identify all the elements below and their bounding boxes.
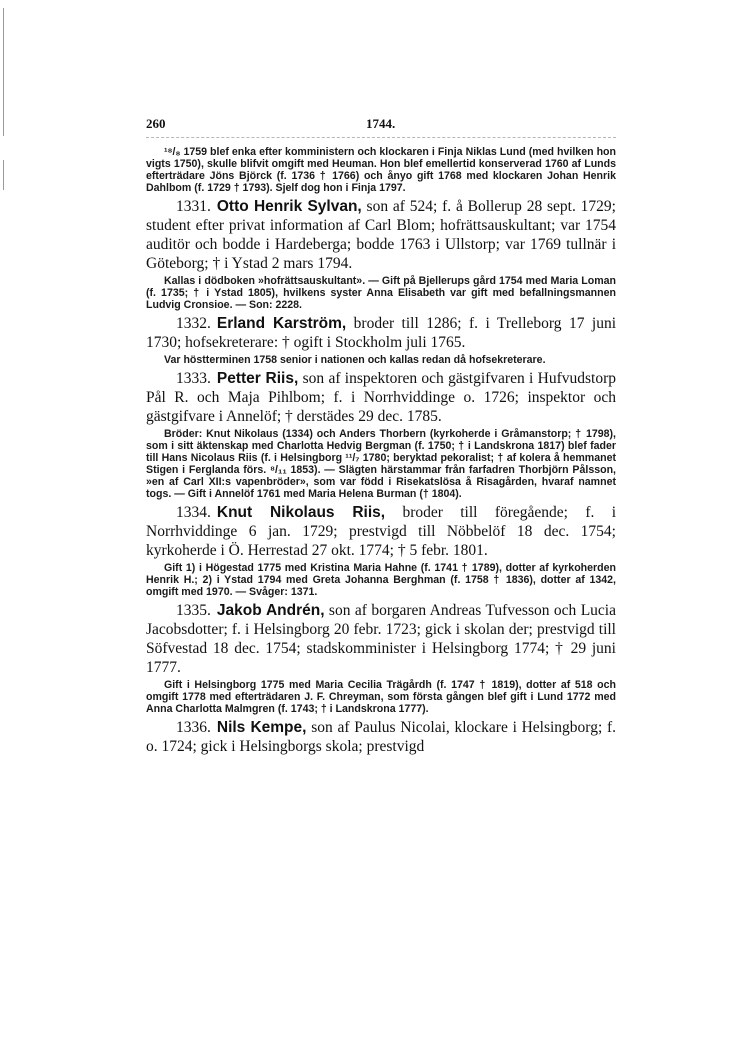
entry-number: 1336. (176, 719, 211, 736)
header-rule (146, 137, 616, 138)
entry-body: son af borgaren Andreas Tufvesson och Lucia Jacobsdotter; f. i Helsingborg 20 febr. 1723; gick i skolan der; prestvigd till Söfvestad 18 dec. 1754; stadskomminister i Helsingborg 1774; † 29 juni 1777. (146, 602, 616, 676)
entry-number: 1331. (176, 198, 211, 215)
entry-body: broder till föregående; f. i Norrhviddinge 6 jan. 1729; prestvigd till Nöbbelöf 18 dec. 1754; kyrkoherde i Ö. Herrestad 27 okt. 1774; † 5 febr. 1801. (146, 504, 617, 559)
entry-note: Gift i Helsingborg 1775 med Maria Cecilia Trägårdh (f. 1747 † 1819), dotter af 518 och omgift 1778 med efterträdaren J. F. Chreyman, som första gången blef gift i Lund 1772 med Anna Charlotta Malmgren (f. 1743; † i Landskrona 1777). (146, 679, 616, 715)
entry-name: Otto Henrik Sylvan, (216, 198, 362, 215)
intro-note: ¹⁸/₈ 1759 blef enka efter komministern och klockaren i Finja Niklas Lund (med hvilken hon vigts 1750), skulle blifvit omgift med Heuman. Hon blef emellertid konserverad 1760 af Lunds efterträdare Jöns Björck (f. 1736 † 1766) och ånyo gift 1768 med klockaren Johan Henrik Dahlbom (f. 1729 † 1793). Sjelf dog hon i Finja 1797. (146, 146, 616, 194)
entry-name: Jakob Andrén, (216, 602, 325, 619)
entry-number: 1332. (176, 315, 211, 332)
page-number: 260 (146, 116, 166, 131)
entry-note: Bröder: Knut Nikolaus (1334) och Anders Thorbern (kyrkoherde i Gråmanstorp; † 1798), som i sitt äktenskap med Charlotta Hedvig Bergman (f. 1750; † i Landskrona 1817) blef fader till Hans Nicolaus Riis (f. i Helsingborg ¹¹/₇ 1780; beryktad pekoralist; † af kolera å hemmanet Stigen i Ferglanda förs. ⁸/₁₁ 1853). — Slägten härstammar från farfadren Thorbjörn Pålsson, »en af Carl XII:s vapenbröder», som var född i Risekatslösa å Risagården, hvaraf namnet togs. — Gift i Annelöf 1761 med Maria Helena Burman († 1804). (146, 428, 616, 500)
entry-1334 (146, 503, 616, 598)
scan-edge-mark (3, 160, 4, 190)
entry-name: Petter Riis, (216, 370, 299, 387)
entry-name: Erland Karström, (216, 315, 347, 332)
entry-body: son af Paulus Nicolai, klockare i Helsingborg; f. o. 1724; gick i Helsingborgs skola; prestvigd (146, 719, 617, 755)
entry-note: Kallas i dödboken »hofrättsauskultant». — Gift på Bjellerups gård 1754 med Maria Loman (f. 1735; † i Ystad 1805), hvilkens syster Anna Elisabeth var gift med befallningsmannen Ludvig Cronsioe. — Son: 2228. (146, 275, 616, 311)
entry-number: 1333. (176, 370, 211, 387)
entry-1331 (146, 197, 616, 311)
entry-body: son af inspektoren och gästgifvaren i Hufvudstorp Pål R. och Maja Pihlbom; f. i Norrhviddinge o. 1726; inspektor och gästgifvare i Annelöf; † derstädes 29 dec. 1785. (146, 370, 616, 425)
entry-note: Gift 1) i Högestad 1775 med Kristina Maria Hahne (f. 1741 † 1789), dotter af kyrkoherden Henrik H.; 2) i Ystad 1794 med Greta Johanna Berghman (f. 1758 † 1836), dotter af 1342, omgift med 1970. — Svåger: 1371. (146, 562, 616, 598)
entry-body: broder till 1286; f. i Trelleborg 17 juni 1730; hofsekreterare: † ogift i Stockholm juli 1765. (146, 315, 617, 351)
entry-1333 (146, 369, 616, 500)
entry-1336 (146, 718, 616, 756)
entry-1335 (146, 601, 616, 715)
scan-edge-mark (3, 8, 4, 136)
book-page (146, 116, 616, 756)
entry-name: Nils Kempe, (216, 719, 307, 736)
entry-note: Var höstterminen 1758 senior i nationen och kallas redan då hofsekreterare. (164, 354, 546, 366)
entry-body: son af 524; f. å Bollerup 28 sept. 1729; student efter privat information af Carl Blom; hofrättsauskultant; var 1754 auditör och bodde i Hardeberga; bodde 1763 i Ullstorp; var 1769 tullnär i Göteborg; † i Ystad 2 mars 1794. (146, 198, 616, 272)
entry-number: 1334. (176, 504, 211, 521)
page-header (146, 116, 616, 134)
entry-1332 (146, 314, 616, 366)
page-year-heading: 1744. (366, 116, 396, 131)
entry-number: 1335. (176, 602, 211, 619)
entry-name: Knut Nikolaus Riis, (216, 504, 386, 521)
